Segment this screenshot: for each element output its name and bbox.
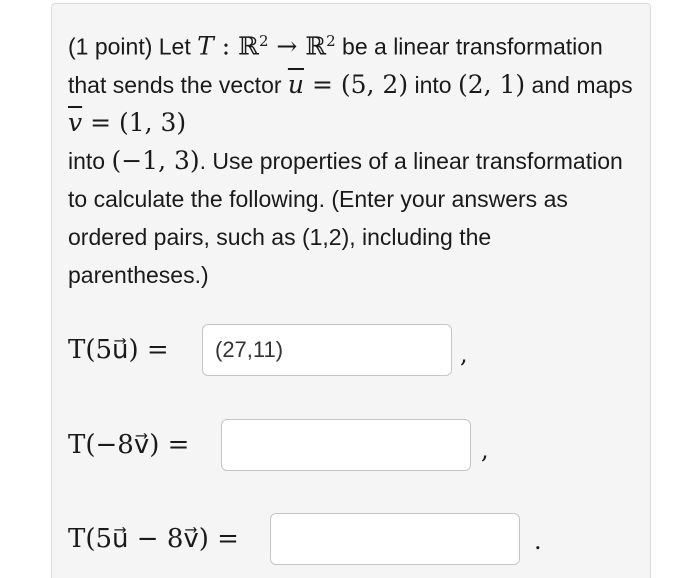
into-text-2: into [68,147,112,174]
transform-symbol: T [197,31,214,61]
answer-row-1 [68,323,169,377]
answer-2-input[interactable] [221,419,471,471]
answer-1-comma: , [460,340,468,368]
intro-let: Let [158,33,191,60]
arrow-symbol: → [268,31,306,61]
answer-2-expression: T(−8v⃗) = [68,430,190,460]
v-definition: = (1, 3) [82,107,187,137]
vector-v: $\overline{v}$ [68,107,83,137]
domain-symbol: ℝ [238,31,259,61]
into-text-1: into [408,71,458,98]
vector-u: $\overline{u}$ [287,69,305,99]
answer-row-2 [68,418,189,472]
answer-1-expression: T(5u⃗) = [68,335,169,365]
answer-3-input[interactable] [270,513,520,565]
answer-3-period: . [534,527,542,555]
problem-statement [68,22,638,294]
v-image: (−1, 3) [111,145,200,175]
domain-exponent: 2 [258,32,269,50]
answer-3-expression: T(5u⃗ − 8v⃗) = [68,524,239,554]
points-label: (1 point) [68,33,153,60]
answer-2-comma: , [481,436,489,464]
answer-row-3 [68,512,239,566]
codomain-exponent: 2 [326,32,336,50]
colon-symbol: : [213,31,239,61]
instructions-text: . Use properties of a linear transformation to calculate the following. (Enter your answers as ordered pairs, such as (1,2), including the parentheses.) [68,147,623,288]
be-linear-text: be a linear transformation that sends the vector [68,33,603,98]
answer-1-input[interactable] [202,324,452,376]
codomain-symbol: ℝ [305,31,327,61]
and-maps-text: and maps [525,71,633,98]
u-definition: = (5, 2) [304,69,409,99]
u-image: (2, 1) [457,69,526,99]
